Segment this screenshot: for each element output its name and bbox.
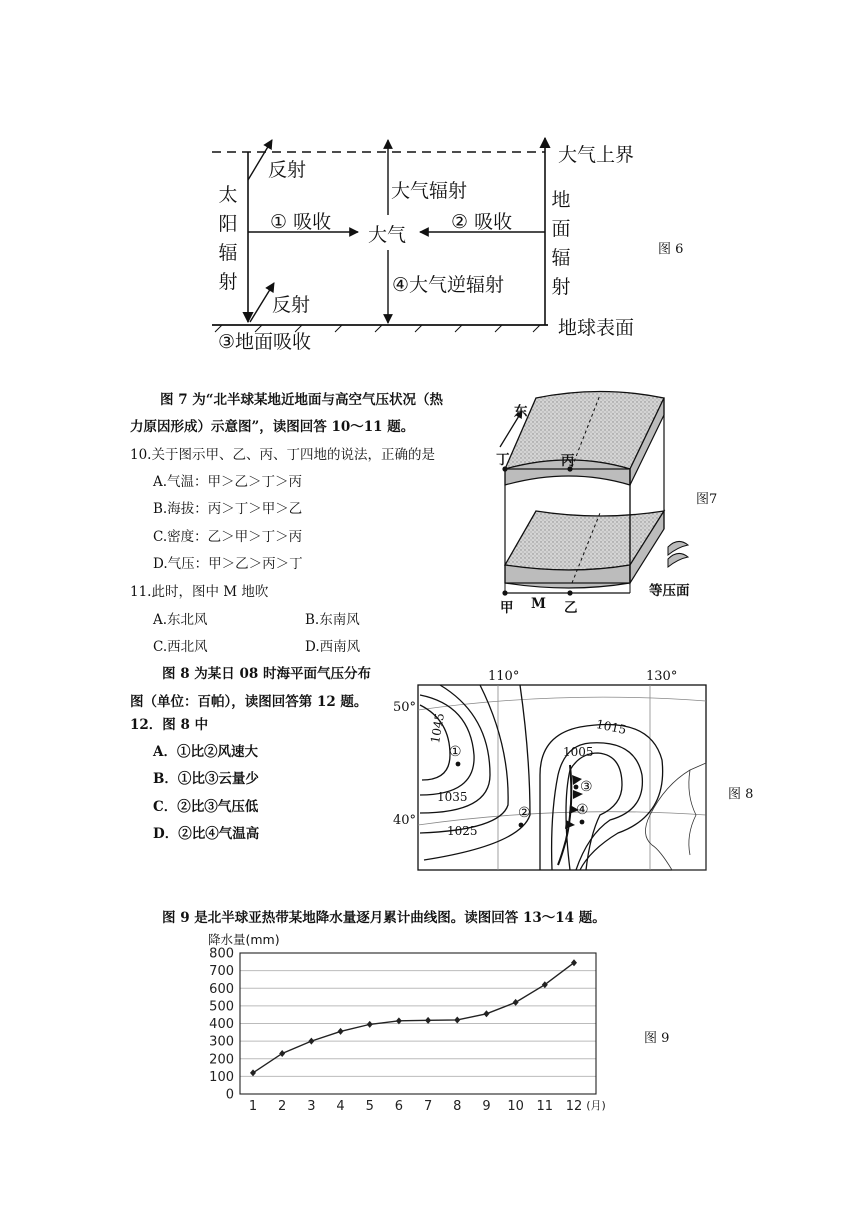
q12-option-b: B．①比③云量少: [153, 771, 259, 787]
q12-option-d: D．②比④气温高: [153, 826, 260, 842]
data-point: [308, 1038, 314, 1045]
x-tick-label: 3: [307, 1099, 316, 1114]
fig6-solar-vertical: 太阳辐射: [218, 184, 238, 293]
fig6-top-label: 大气上界: [558, 144, 635, 166]
fig8-intro-2: 图（单位：百帕），读图回答第 12 题。: [130, 694, 368, 710]
x-tick-label: 11: [536, 1099, 554, 1114]
y-tick-label: 800: [209, 946, 234, 962]
x-tick-label: 7: [423, 1099, 433, 1114]
x-tick-label: 10: [507, 1099, 524, 1114]
fig8-point-2: ②: [518, 805, 531, 821]
fig8-isobar-1035: 1035: [437, 790, 468, 804]
x-tick-label: 8: [453, 1099, 462, 1114]
data-point: [250, 1069, 256, 1076]
q11-option-d: D.西南风: [305, 639, 361, 655]
x-axis-unit: (月): [586, 1099, 606, 1112]
fig9-caption: 图 9: [644, 1031, 670, 1046]
fig8-lon-130: 130°: [646, 669, 678, 684]
y-tick-label: 300: [209, 1034, 234, 1050]
q12-stem: 12．图 8 中: [130, 717, 209, 733]
fig8-caption: 图 8: [728, 787, 754, 802]
y-tick-label: 500: [209, 999, 234, 1015]
fig8-lat-50: 50°: [393, 700, 417, 715]
q10-option-c: C.密度：乙＞甲＞丁＞丙: [153, 529, 303, 545]
y-tick-label: 0: [225, 1087, 234, 1103]
data-point: [279, 1050, 285, 1057]
q12-option-c: C．②比③气压低: [153, 799, 259, 815]
fig9-intro: 图 9 是北半球亚热带某地降水量逐月累计曲线图。读图回答 13～14 题。: [162, 910, 606, 926]
x-tick-label: 12: [565, 1099, 583, 1114]
fig6-absorb1: ① 吸收: [270, 211, 332, 233]
fig7-label-bing: 丙: [561, 453, 575, 469]
data-point: [338, 1028, 344, 1035]
data-point: [483, 1010, 489, 1017]
fig6-absorb2: ② 吸收: [451, 211, 513, 233]
data-point: [367, 1021, 373, 1028]
y-tick-label: 400: [209, 1017, 234, 1032]
fig8-isobar-1015: 1015: [594, 716, 628, 738]
fig8-point-4: ④: [576, 802, 589, 818]
fig7-intro-1: 图 7 为“北半球某地近地面与高空气压状况（热: [160, 392, 444, 408]
q11-stem: 11.此时，图中 M 地吹: [130, 584, 269, 600]
fig7-label-yi: 乙: [564, 600, 578, 616]
y-tick-label: 600: [209, 981, 234, 997]
fig7-intro-2: 力原因形成）示意图”，读图回答 10～11 题。: [130, 419, 415, 435]
y-tick-label: 100: [209, 1069, 234, 1085]
q10-stem: 10.关于图示甲、乙、丙、丁四地的说法，正确的是: [130, 447, 435, 463]
fig6-atmosphere: 大气: [368, 224, 407, 246]
fig7-label-M: M: [531, 596, 546, 612]
fig8-lon-110: 110°: [488, 669, 520, 684]
q11-option-c: C.西北风: [153, 639, 208, 655]
y-tick-label: 200: [209, 1052, 234, 1068]
fig7-label-ding: 丁: [496, 452, 510, 468]
fig6-counter-radiation: ④大气逆辐射: [392, 274, 505, 296]
fig9-ylabel: 降水量(mm): [208, 932, 280, 947]
fig8-isobar-1045: 1045: [428, 711, 448, 745]
x-tick-label: 1: [248, 1099, 258, 1114]
fig8-point-1: ①: [449, 744, 462, 760]
fig6-caption: 图 6: [658, 242, 684, 257]
q10-option-a: A.气温：甲＞乙＞丁＞丙: [153, 474, 303, 490]
q11-option-b: B.东南风: [305, 612, 360, 628]
fig8-point-3: ③: [580, 779, 593, 795]
fig8-intro-1: 图 8 为某日 08 时海平面气压分布: [162, 666, 371, 682]
data-point: [425, 1017, 431, 1024]
data-point: [513, 999, 519, 1006]
fig6-ground-vertical: 地面辐射: [551, 189, 571, 298]
q10-option-b: B.海拔：丙＞丁＞甲＞乙: [153, 501, 303, 517]
fig8-lat-40: 40°: [393, 813, 417, 828]
fig7-legend: 等压面: [649, 583, 690, 599]
fig6-reflect-bottom: 反射: [272, 294, 311, 316]
fig7-label-east: 东: [514, 404, 528, 420]
fig6-ground-absorb: ③地面吸收: [218, 331, 312, 353]
q12-option-a: A．①比②风速大: [153, 744, 258, 760]
fig6-reflect-top: 反射: [268, 159, 307, 181]
x-tick-label: 5: [365, 1099, 374, 1114]
fig6-bottom-label: 地球表面: [558, 317, 635, 339]
x-tick-label: 9: [482, 1099, 491, 1114]
fig8-isobar-1005: 1005: [563, 745, 594, 759]
data-point: [454, 1016, 460, 1023]
fig7-caption: 图7: [696, 492, 718, 507]
fig8-isobar-1025: 1025: [447, 824, 478, 838]
x-tick-label: 2: [278, 1099, 287, 1114]
y-tick-label: 700: [209, 964, 234, 980]
q11-option-a: A.东北风: [153, 612, 208, 628]
series-line: [253, 963, 574, 1073]
fig7-label-jia: 甲: [500, 600, 514, 616]
x-tick-label: 6: [394, 1099, 404, 1114]
fig6-atmo-radiation: 大气辐射: [391, 180, 468, 202]
q10-option-d: D.气压：甲＞乙＞丙＞丁: [153, 556, 303, 572]
x-tick-label: 4: [336, 1099, 345, 1114]
